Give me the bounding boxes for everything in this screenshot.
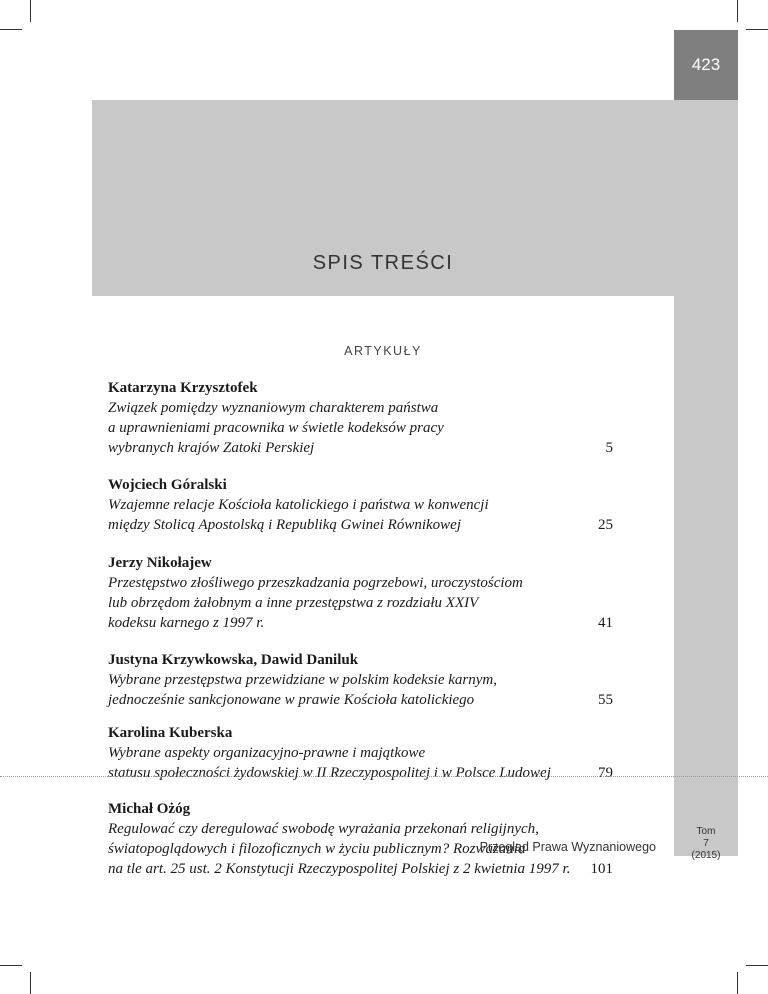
crop-mark xyxy=(0,29,22,30)
entry-author: Justyna Krzywkowska, Dawid Daniluk xyxy=(108,652,359,668)
page-number: 423 xyxy=(674,30,738,100)
toc-entry xyxy=(108,475,613,535)
crop-mark xyxy=(746,29,768,30)
toc-entry xyxy=(108,723,613,783)
toc-entry xyxy=(108,553,613,633)
entry-title-line: jednocześnie sankcjonowane w prawie Kościoła katolickiego xyxy=(108,692,475,708)
entry-page-number: 41 xyxy=(598,615,613,631)
entry-author: Michał Ożóg xyxy=(108,801,191,817)
volume-number: 7 xyxy=(703,838,709,849)
entry-title-line: kodeksu karnego z 1997 r. xyxy=(108,615,265,631)
entry-title-line: światopoglądowych i filozoficznych w życiu publicznym? Rozważania xyxy=(108,841,526,857)
crop-mark xyxy=(737,0,738,22)
section-heading: ARTYKUŁY xyxy=(344,344,422,358)
volume-info xyxy=(674,826,738,862)
entry-title-line: między Stolicą Apostolską i Republiką Gwinei Równikowej xyxy=(108,517,462,533)
trim-line xyxy=(0,776,768,777)
page-title: SPIS TREŚCI xyxy=(312,252,454,274)
entry-title-line: statusu społeczności żydowskiej w II Rzeczypospolitej i w Polsce Ludowej xyxy=(108,765,551,781)
entry-author: Karolina Kuberska xyxy=(108,725,233,741)
entry-page-number: 5 xyxy=(605,440,613,456)
entry-page-number: 79 xyxy=(598,765,613,781)
toc-entry xyxy=(108,799,613,879)
entry-title-line: Wybrane aspekty organizacyjno-prawne i majątkowe xyxy=(108,745,426,761)
entry-author: Jerzy Nikołajew xyxy=(108,555,212,571)
entry-title-line: Związek pomiędzy wyznaniowym charakterem państwa xyxy=(108,400,439,416)
crop-mark xyxy=(737,972,738,994)
entry-title-line: lub obrzędom żałobnym a inne przestępstwa z rozdziału XXIV xyxy=(108,595,479,611)
entry-page-number: 55 xyxy=(598,692,613,708)
crop-mark xyxy=(746,965,768,966)
entry-page-number: 101 xyxy=(590,861,613,877)
entry-title-line: Wybrane przestępstwa przewidziane w polskim kodeksie karnym, xyxy=(108,672,497,688)
entry-title-line: na tle art. 25 ust. 2 Konstytucji Rzeczypospolitej Polskiej z 2 kwietnia 1997 r. xyxy=(108,861,571,877)
side-strip xyxy=(674,100,738,856)
entry-title-line: Regulować czy deregulować swobodę wyrażania przekonań religijnych, xyxy=(108,821,539,837)
crop-mark xyxy=(30,972,31,994)
entry-title-line: a uprawnieniami pracownika w świetle kodeksów pracy xyxy=(108,420,444,436)
volume-label: Tom xyxy=(696,826,716,837)
entry-author: Katarzyna Krzysztofek xyxy=(108,380,258,396)
volume-year: (2015) xyxy=(691,850,721,861)
entry-author: Wojciech Góralski xyxy=(108,477,227,493)
crop-mark xyxy=(0,965,22,966)
entry-title-line: wybranych krajów Zatoki Perskiej xyxy=(108,440,315,456)
entry-title-line: Wzajemne relacje Kościoła katolickiego i państwa w konwencji xyxy=(108,497,489,513)
toc-entry xyxy=(108,650,613,710)
journal-name: Przegląd Prawa Wyznaniowego xyxy=(479,840,656,854)
entry-page-number: 25 xyxy=(598,517,613,533)
toc-entry xyxy=(108,378,613,458)
crop-mark xyxy=(30,0,31,22)
entry-title-line: Przestępstwo złośliwego przeszkadzania pogrzebowi, uroczystościom xyxy=(108,575,523,591)
